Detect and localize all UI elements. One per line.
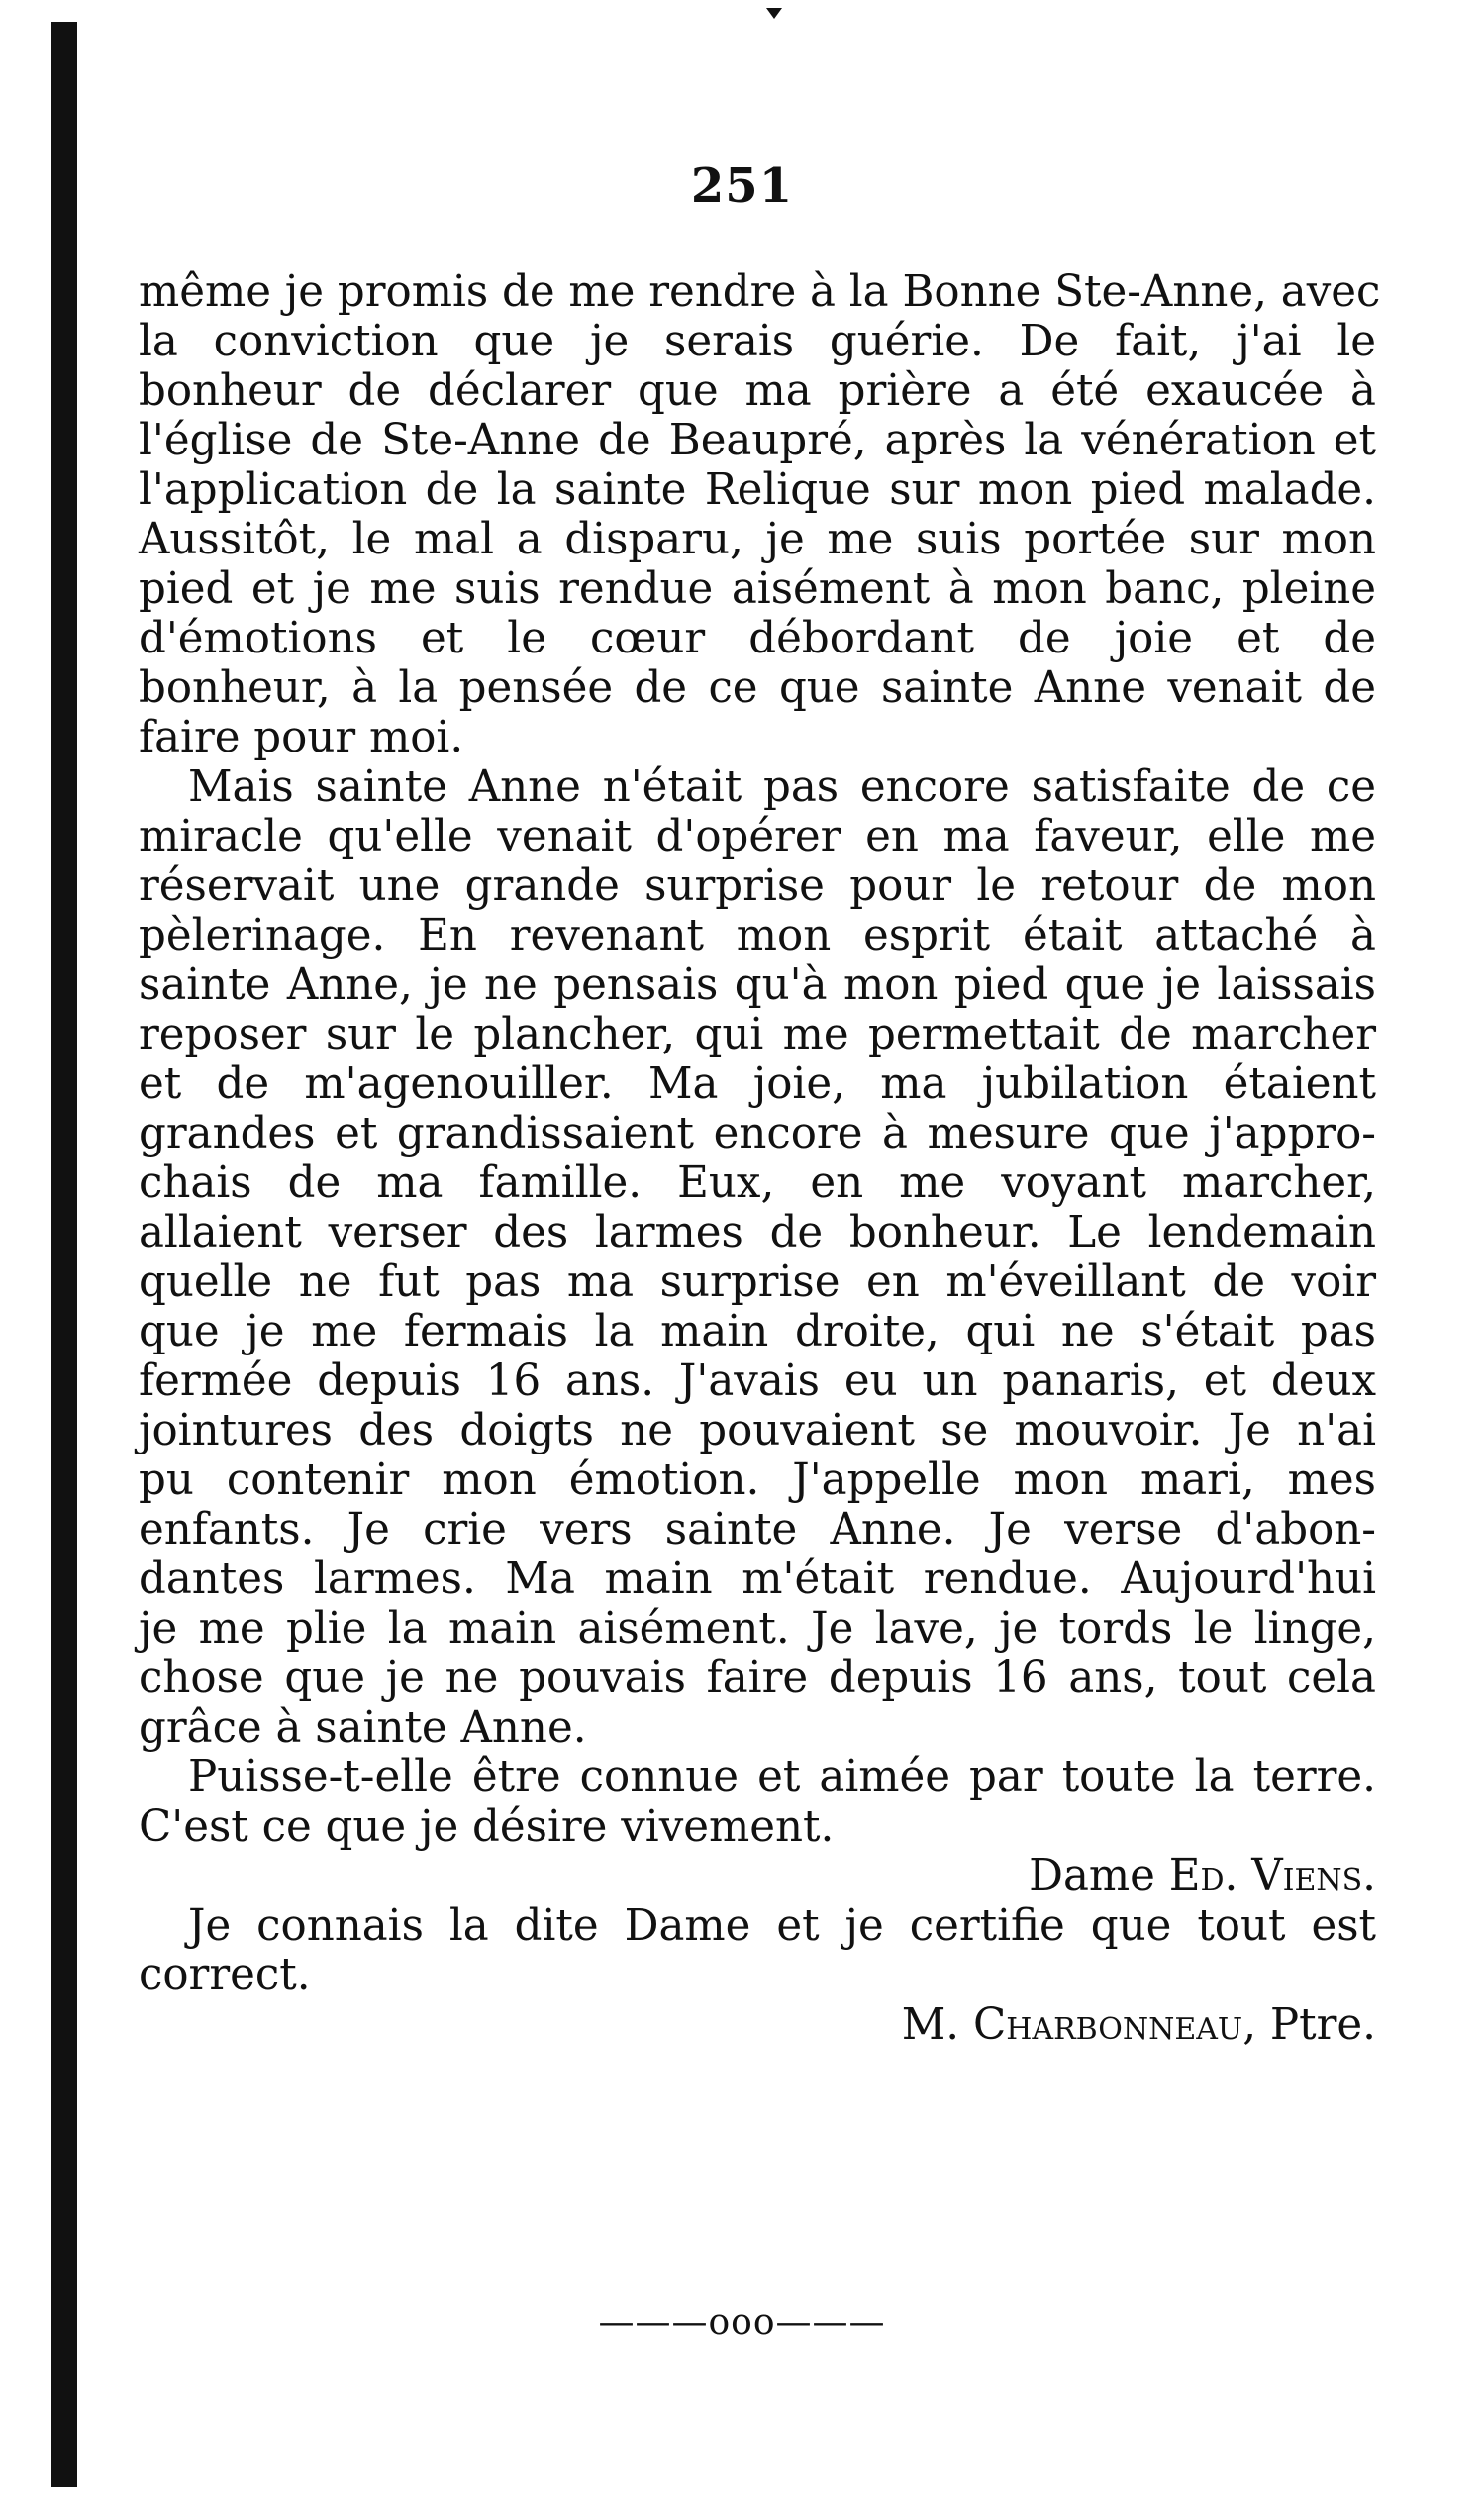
text-line: Mais sainte Anne n'était pas encore satisfaite de ce bbox=[188, 762, 1376, 812]
text-line: correct. bbox=[139, 1951, 311, 2000]
signature-charbonneau bbox=[139, 2000, 1376, 2050]
text-line: fermée depuis 16 ans. J'avais eu un panaris, et deux bbox=[139, 1356, 1376, 1406]
text-line: la conviction que je serais guérie. De fait, j'ai le bbox=[139, 317, 1376, 366]
text-line: pèlerinage. En revenant mon esprit était attaché à bbox=[139, 911, 1376, 960]
signature-viens bbox=[139, 1852, 1376, 1901]
text-line: reposer sur le plancher, qui me permettait de marcher bbox=[139, 1010, 1376, 1059]
section-divider: ———ooo——— bbox=[598, 2302, 886, 2343]
signature-prefix: M. bbox=[901, 2000, 973, 2050]
text-line: sainte Anne, je ne pensais qu'à mon pied que je laissais bbox=[139, 960, 1376, 1010]
signature-name: Charbonneau bbox=[972, 2000, 1243, 2050]
page-mark-icon bbox=[766, 8, 782, 19]
text-line: pu contenir mon émotion. J'appelle mon mari, mes bbox=[139, 1455, 1376, 1505]
text-line: l'église de Ste-Anne de Beaupré, après la vénération et bbox=[139, 416, 1376, 465]
text-line: Puisse-t-elle être connue et aimée par toute la terre. bbox=[188, 1753, 1376, 1802]
signature-name: Ed. Viens. bbox=[1168, 1852, 1376, 1901]
text-line: miracle qu'elle venait d'opérer en ma faveur, elle me bbox=[139, 812, 1376, 861]
text-line: faire pour moi. bbox=[139, 713, 464, 762]
text-line: Je connais la dite Dame et je certifie que tout est bbox=[188, 1901, 1376, 1951]
text-line: d'émotions et le cœur débordant de joie et de bbox=[139, 614, 1376, 663]
certification bbox=[139, 1901, 1376, 2000]
binding-edge bbox=[51, 22, 77, 2487]
text-line: chais de ma famille. Eux, en me voyant marcher, bbox=[139, 1158, 1376, 1208]
paragraph-2 bbox=[139, 762, 1376, 1753]
text-line: même je promis de me rendre à la Bonne Ste-Anne, avec bbox=[139, 267, 1381, 317]
text-line: je me plie la main aisément. Je lave, je tords le linge, bbox=[139, 1604, 1376, 1654]
text-line: C'est ce que je désire vivement. bbox=[139, 1802, 835, 1852]
text-line: jointures des doigts ne pouvaient se mouvoir. Je n'ai bbox=[139, 1406, 1376, 1455]
signature-suffix: , Ptre. bbox=[1242, 2000, 1376, 2050]
text-line: chose que je ne pouvais faire depuis 16 ans, tout cela bbox=[139, 1654, 1376, 1703]
text-line: grâce à sainte Anne. bbox=[139, 1703, 587, 1753]
text-line: dantes larmes. Ma main m'était rendue. Aujourd'hui bbox=[139, 1554, 1376, 1604]
paragraph-1 bbox=[139, 267, 1381, 762]
text-line: Aussitôt, le mal a disparu, je me suis portée sur mon bbox=[139, 515, 1376, 564]
text-line: l'application de la sainte Relique sur mon pied malade. bbox=[139, 465, 1376, 515]
page-number: 251 bbox=[690, 158, 794, 214]
text-line: allaient verser des larmes de bonheur. Le lendemain bbox=[139, 1208, 1376, 1257]
text-line: pied et je me suis rendue aisément à mon banc, pleine bbox=[139, 564, 1376, 614]
text-line: quelle ne fut pas ma surprise en m'éveillant de voir bbox=[139, 1257, 1376, 1307]
text-line: réservait une grande surprise pour le retour de mon bbox=[139, 861, 1376, 911]
text-line: bonheur de déclarer que ma prière a été exaucée à bbox=[139, 366, 1376, 416]
text-line: enfants. Je crie vers sainte Anne. Je verse d'abon- bbox=[139, 1505, 1376, 1554]
paragraph-3 bbox=[139, 1753, 1376, 1852]
text-line: et de m'agenouiller. Ma joie, ma jubilation étaient bbox=[139, 1059, 1376, 1109]
text-line: grandes et grandissaient encore à mesure que j'appro- bbox=[139, 1109, 1376, 1158]
text-line: bonheur, à la pensée de ce que sainte Anne venait de bbox=[139, 663, 1376, 713]
text-line: que je me fermais la main droite, qui ne s'était pas bbox=[139, 1307, 1376, 1356]
article-body bbox=[139, 267, 1381, 2050]
signature-prefix: Dame bbox=[1029, 1852, 1169, 1901]
